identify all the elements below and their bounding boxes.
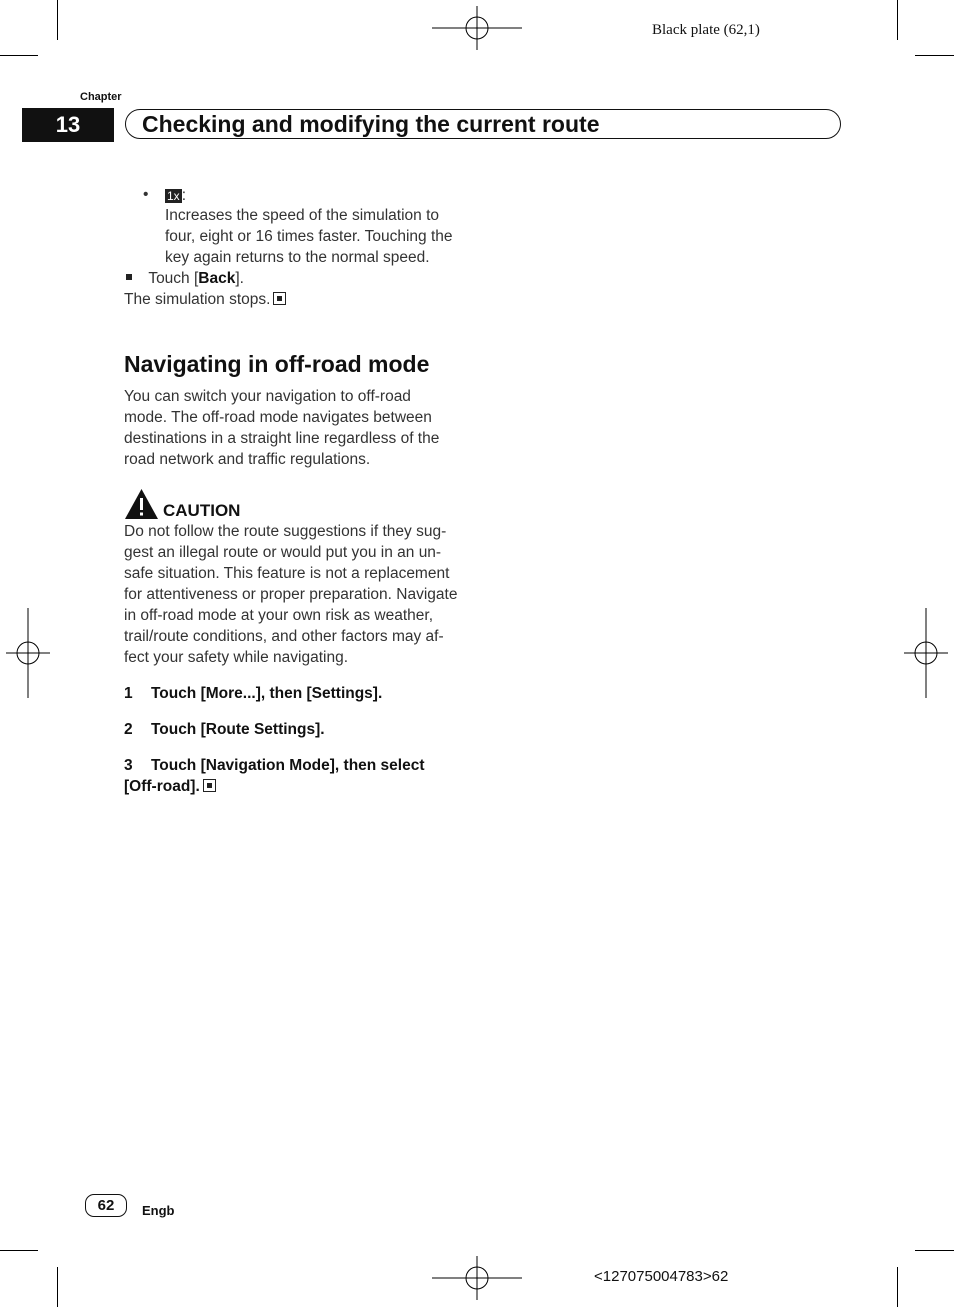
step-text-cont: [Off-road]. [124, 778, 200, 795]
step-3-continued [124, 776, 216, 797]
section-heading: Navigating in off-road mode [124, 351, 430, 377]
text-line: key again returns to the normal speed. [165, 249, 430, 266]
warning-icon [124, 488, 159, 520]
step-text: Touch [Route Settings]. [150, 721, 325, 738]
square-bullet-icon [126, 274, 132, 280]
bullet-description [165, 205, 453, 268]
back-key: Back [198, 270, 236, 287]
touch-suffix: ]. [235, 270, 244, 287]
step-number: 2 [124, 721, 133, 738]
plate-label: Black plate (62,1) [652, 22, 760, 38]
step-number: 3 [124, 757, 133, 774]
text-line: for attentiveness or proper preparation. Navigate [124, 586, 458, 603]
text-line: mode. The off-road mode navigates between [124, 409, 432, 426]
chapter-title: Checking and modifying the current route [125, 109, 841, 139]
text-line: four, eight or 16 times faster. Touching the [165, 228, 453, 245]
language-code: Engb [142, 1203, 175, 1218]
bullet-marker: • [143, 186, 149, 203]
step-1 [124, 683, 382, 704]
key-1x-icon: 1x [167, 189, 180, 203]
section-intro [124, 386, 474, 470]
simulation-stops [124, 289, 286, 310]
simulation-stops-text: The simulation stops. [124, 291, 271, 308]
text-line: trail/route conditions, and other factors may af- [124, 628, 444, 645]
text-line: Increases the speed of the simulation to [165, 207, 439, 224]
step-text: Touch [More...], then [Settings]. [150, 685, 383, 702]
text-line: road network and traffic regulations. [124, 451, 371, 468]
text-line: gest an illegal route or would put you in an un- [124, 544, 442, 561]
text-line: You can switch your navigation to off-road [124, 388, 411, 405]
step-2 [124, 719, 325, 740]
caution-label: CAUTION [163, 501, 241, 520]
text-line: fect your safety while navigating. [124, 649, 349, 666]
key-suffix: : [181, 187, 186, 204]
key-1x-line [165, 185, 186, 207]
document-code: <127075004783>62 [594, 1268, 729, 1285]
touch-prefix: Touch [ [148, 270, 199, 287]
touch-back-line [126, 268, 244, 289]
caution-text [124, 521, 474, 668]
step-text: Touch [Navigation Mode], then select [150, 757, 425, 774]
page-number: 62 [85, 1194, 127, 1217]
end-mark-icon [203, 779, 216, 792]
text-line: in off-road mode at your own risk as weather, [124, 607, 434, 624]
text-line: Do not follow the route suggestions if they sug- [124, 523, 447, 540]
chapter-label: Chapter [80, 91, 122, 103]
text-line: destinations in a straight line regardless of the [124, 430, 440, 447]
end-mark-icon [273, 292, 286, 305]
step-3 [124, 755, 425, 776]
text-line: safe situation. This feature is not a replacement [124, 565, 450, 582]
chapter-number: 13 [22, 108, 114, 142]
step-number: 1 [124, 685, 133, 702]
